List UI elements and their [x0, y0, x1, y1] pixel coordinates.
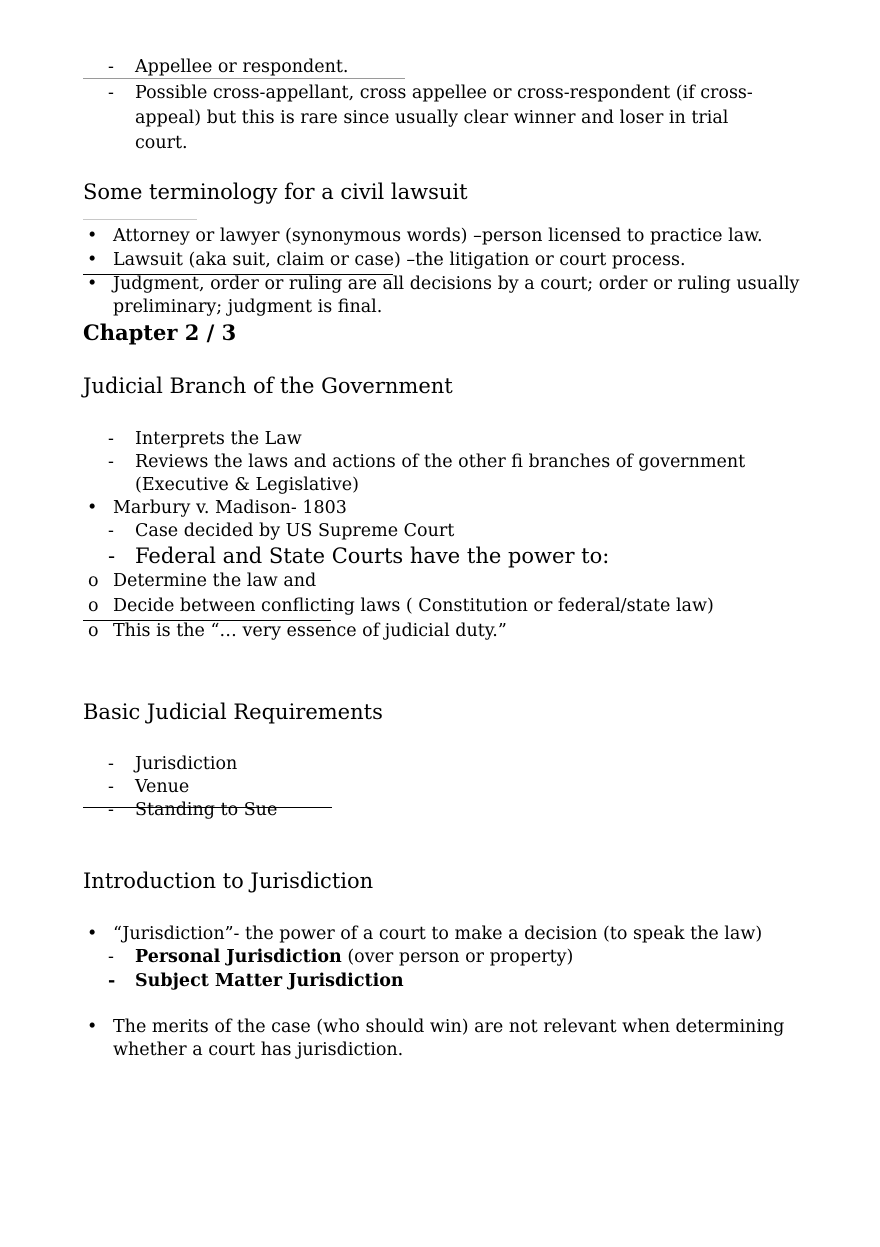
list-item: Attorney or lawyer (synonymous words) –person licensed to practice law. [113, 226, 763, 246]
section-heading: Some terminology for a civil lawsuit [83, 180, 468, 204]
circle-marker: o [88, 571, 99, 591]
list-item [135, 946, 573, 969]
list-item: The merits of the case (who should win) are not relevant when determining [113, 1017, 785, 1037]
list-item: Judgment, order or ruling are all decisions by a court; order or ruling usually [113, 274, 800, 294]
list-item: Interprets the Law [135, 429, 302, 449]
term-description: (over person or property) [341, 947, 574, 967]
chapter-title: Chapter 2 / 3 [83, 320, 237, 345]
dash-marker: - [108, 777, 114, 797]
list-item: Appellee or respondent. [135, 57, 349, 77]
dash-marker: - [108, 754, 114, 774]
list-item: Determine the law and [113, 571, 317, 591]
section-heading: Judicial Branch of the Government [83, 374, 453, 398]
list-item: Lawsuit (aka suit, claim or case) –the litigation or court process. [113, 250, 686, 270]
list-item: Federal and State Courts have the power to: [135, 544, 610, 568]
list-item: This is the “… very essence of judicial duty.” [113, 621, 507, 641]
dash-marker: - [108, 800, 114, 820]
list-item: Case decided by US Supreme Court [135, 521, 455, 541]
list-item: Jurisdiction [135, 754, 238, 774]
list-item: Reviews the laws and actions of the other fi branches of government [135, 452, 746, 472]
bullet-marker: • [87, 924, 98, 944]
dash-marker: - [108, 83, 114, 103]
circle-marker: o [88, 596, 99, 616]
bullet-marker: • [87, 226, 98, 246]
list-item: Decide between conflicting laws ( Constitution or federal/state law) [113, 596, 714, 616]
bold-term: Personal Jurisdiction [135, 947, 342, 967]
dash-marker: - [108, 971, 116, 991]
dash-marker: - [108, 521, 114, 541]
list-item-continuation: (Executive & Legislative) [135, 475, 359, 495]
list-item: Marbury v. Madison- 1803 [113, 498, 347, 518]
dash-marker: - [108, 452, 114, 472]
list-item: Venue [135, 777, 190, 797]
section-heading: Introduction to Jurisdiction [83, 869, 374, 893]
dash-marker: - [108, 57, 114, 77]
bullet-marker: • [87, 498, 98, 518]
list-item-continuation: court. [135, 133, 188, 153]
list-item-continuation: preliminary; judgment is final. [113, 297, 383, 317]
bullet-marker: • [87, 1017, 98, 1037]
divider-line [83, 219, 197, 220]
list-item: Subject Matter Jurisdiction [135, 971, 404, 991]
list-item-continuation: appeal) but this is rare since usually clear winner and loser in trial [135, 108, 729, 128]
list-item-continuation: whether a court has jurisdiction. [113, 1040, 404, 1060]
bullet-marker: • [87, 274, 98, 294]
list-item: Standing to Sue [135, 800, 278, 820]
circle-marker: o [88, 621, 99, 641]
list-item: “Jurisdiction”- the power of a court to make a decision (to speak the law) [113, 924, 763, 944]
list-item: Possible cross-appellant, cross appellee or cross-respondent (if cross- [135, 83, 753, 103]
bullet-marker: • [87, 250, 98, 270]
dash-marker: - [108, 544, 116, 568]
dash-marker: - [108, 429, 114, 449]
dash-marker: - [108, 947, 114, 967]
section-heading: Basic Judicial Requirements [83, 700, 383, 724]
